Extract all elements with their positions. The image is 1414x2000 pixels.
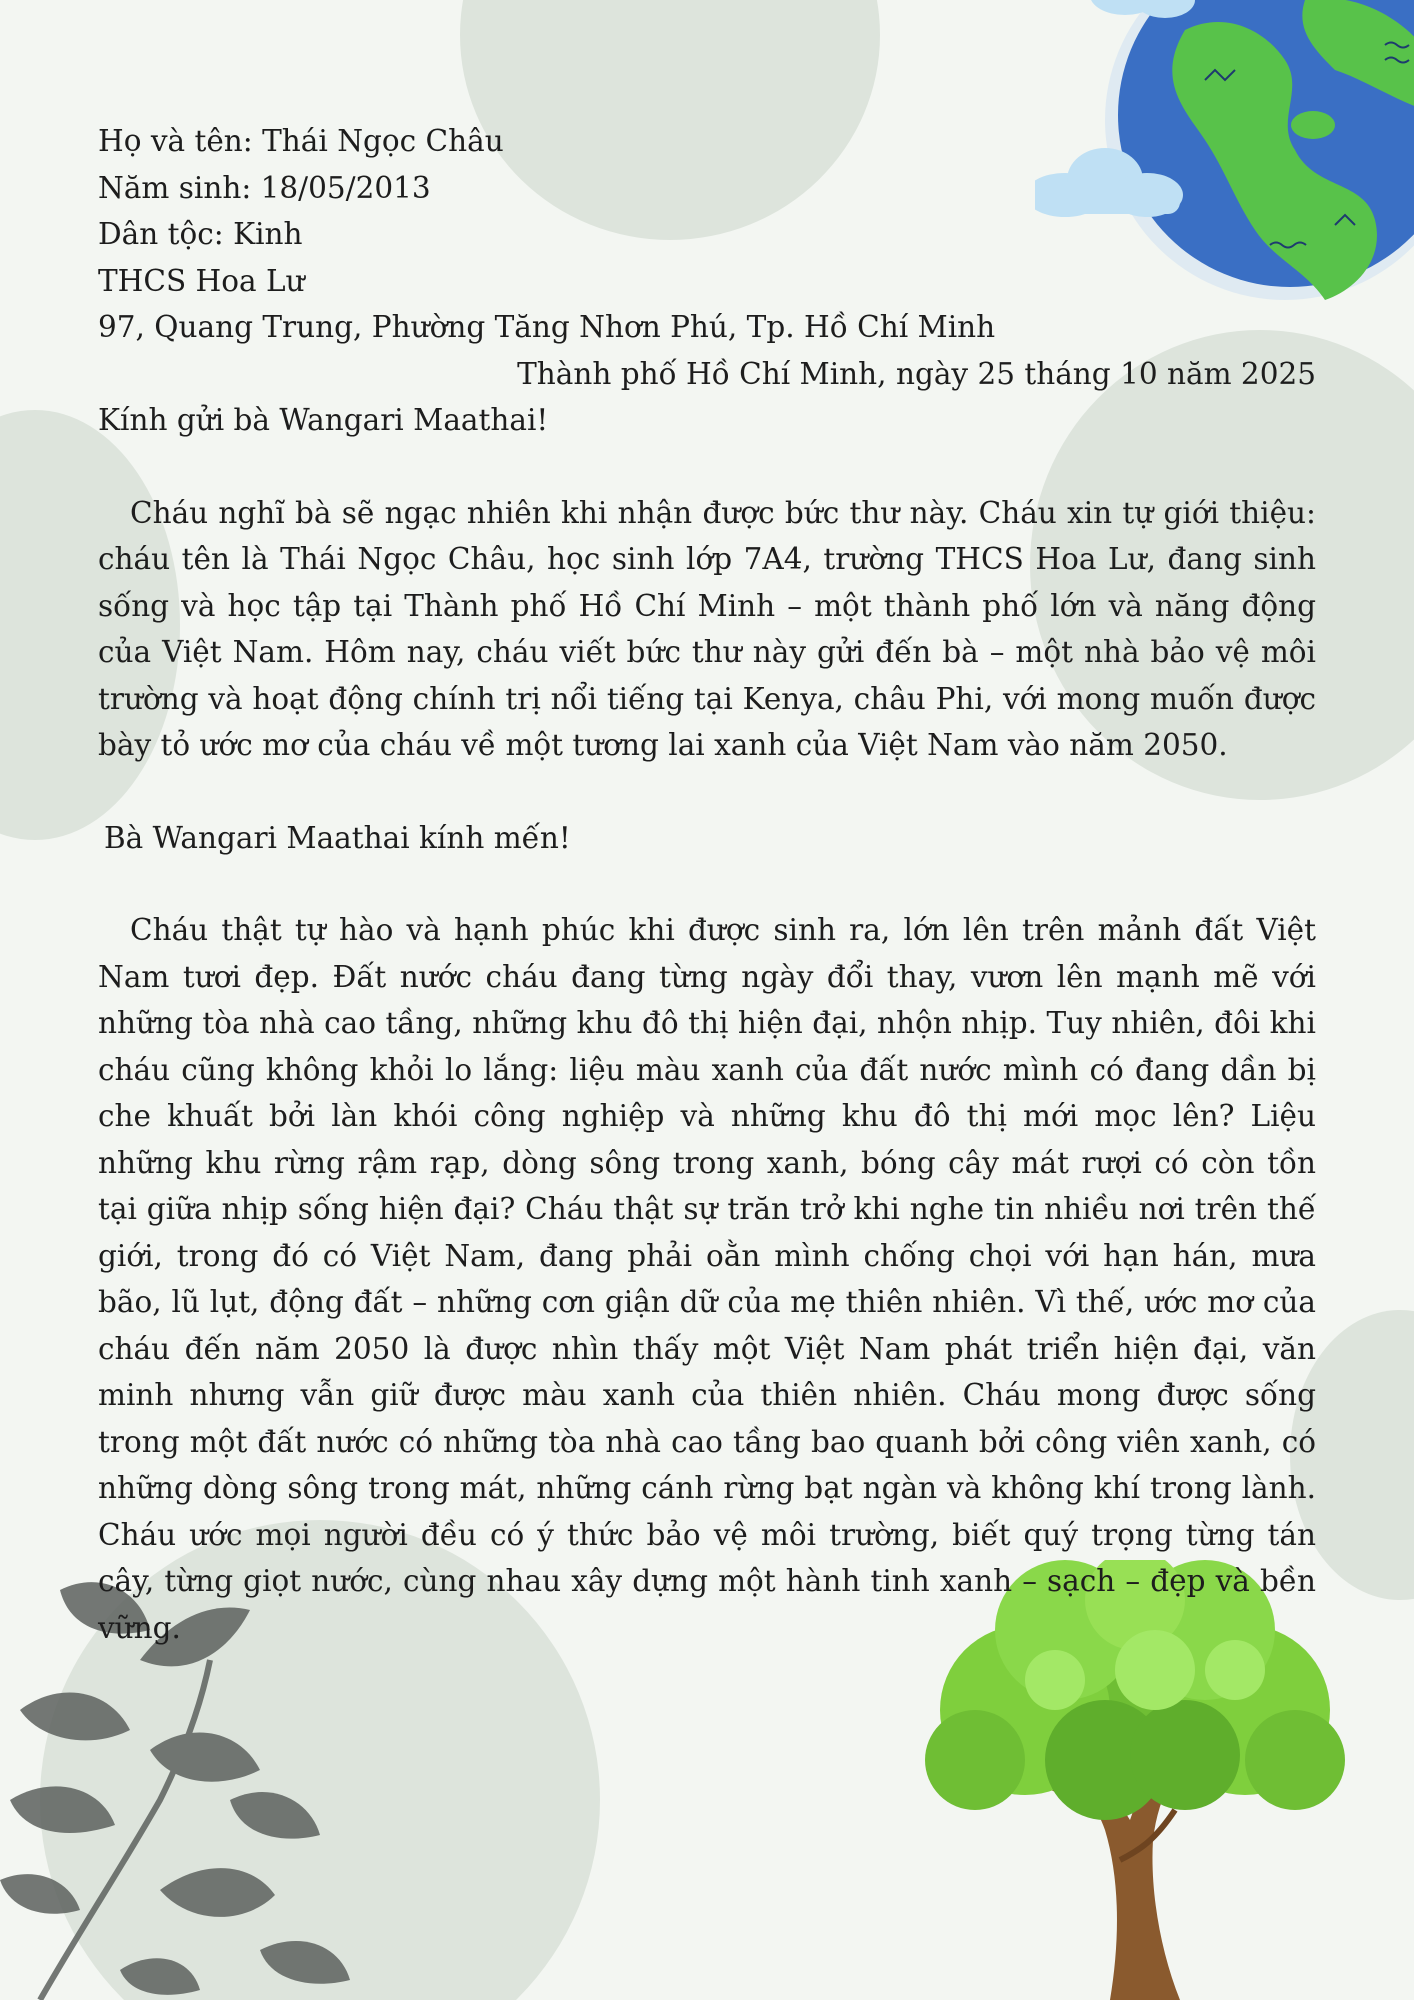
salutation: Bà Wangari Maathai kính mến! — [104, 820, 571, 855]
sender-address: 97, Quang Trung, Phường Tăng Nhơn Phú, Tp. Hồ Chí Minh — [98, 310, 996, 344]
sender-school: THCS Hoa Lư — [98, 263, 305, 298]
paragraph-introduction: Cháu nghĩ bà sẽ ngạc nhiên khi nhận được bức thư này. Cháu xin tự giới thiệu: cháu tên là Thái Ngọc Châu, học sinh lớp 7A4, trường THCS Hoa Lư, đang sinh sống và học tập tại Thành phố Hồ Chí Minh – một thành phố lớn và năng động của Việt Nam. Hôm nay, cháu viết bức thư này gửi đến bà – một nhà bảo vệ môi trường và hoạt động chính trị nổi tiếng tại Kenya, châu Phi, với mong muốn được bày tỏ ước mơ của cháu về một tương lai xanh của Việt Nam vào năm 2050. — [98, 495, 1316, 762]
sender-ethnicity: Dân tộc: Kinh — [98, 217, 303, 251]
letter-content — [98, 118, 1316, 1651]
spacer — [98, 444, 1316, 490]
spacer — [98, 769, 1316, 815]
greeting: Kính gửi bà Wangari Maathai! — [98, 403, 549, 437]
sender-name: Họ và tên: Thái Ngọc Châu — [98, 124, 504, 158]
spacer — [98, 861, 1316, 907]
date-line: Thành phố Hồ Chí Minh, ngày 25 tháng 10 năm 2025 — [517, 356, 1316, 391]
paragraph-dream: Cháu thật tự hào và hạnh phúc khi được sinh ra, lớn lên trên mảnh đất Việt Nam tươi đẹp. Đất nước cháu đang từng ngày đổi thay, vươn lên mạnh mẽ với những tòa nhà cao tầng, những khu đô thị hiện đại, nhộn nhịp. Tuy nhiên, đôi khi cháu cũng không khỏi lo lắng: liệu màu xanh của đất nước mình có đang dần bị che khuất bởi làn khói công nghiệp và những khu đô thị mới mọc lên? Liệu những khu rừng rậm rạp, dòng sông trong xanh, bóng cây mát rượi có còn tồn tại giữa nhịp sống hiện đại? Cháu thật sự trăn trở khi nghe tin nhiều nơi trên thế giới, trong đó có Việt Nam, đang phải oằn mình chống chọi với hạn hán, mưa bão, lũ lụt, động đất – những cơn giận dữ của mẹ thiên nhiên. Vì thế, ước mơ của cháu đến năm 2050 là được nhìn thấy một Việt Nam phát triển hiện đại, văn minh nhưng vẫn giữ được màu xanh của thiên nhiên. Cháu mong được sống trong một đất nước có những tòa nhà cao tầng bao quanh bởi công viên xanh, có những dòng sông trong mát, những cánh rừng bạt ngàn và không khí trong lành. Cháu ước mọi người đều có ý thức bảo vệ môi trường, biết quý trọng từng tán cây, từng giọt nước, cùng nhau xây dựng một hành tinh xanh – sạch – đẹp và bền vững. — [98, 913, 1316, 1645]
sender-birth-date: Năm sinh: 18/05/2013 — [98, 170, 431, 205]
